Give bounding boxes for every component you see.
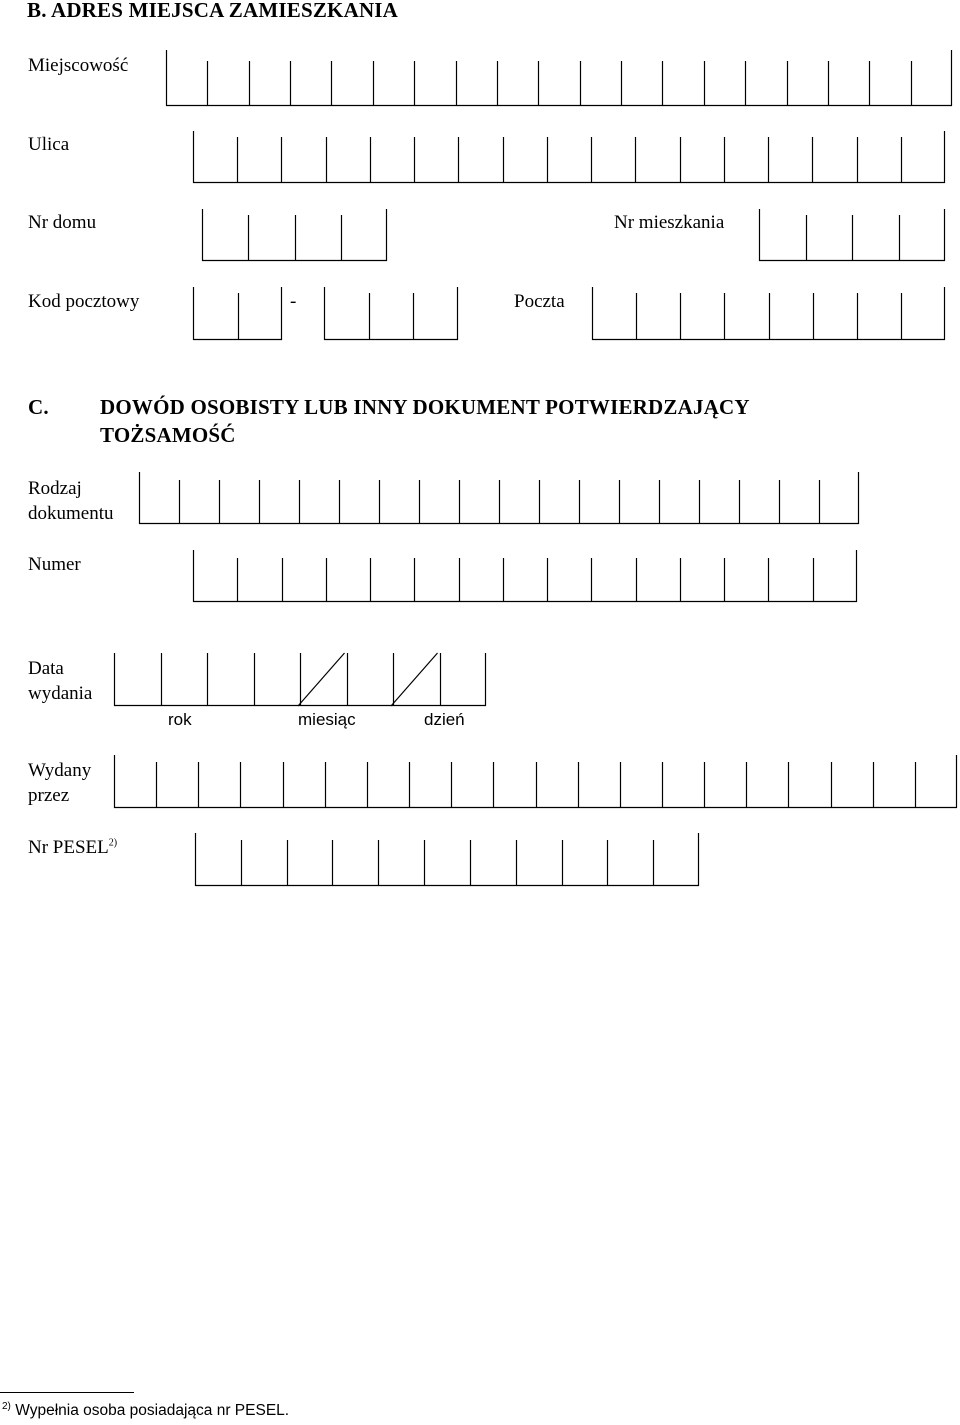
data-wydania-input[interactable] xyxy=(114,653,486,706)
section-c-letter: C. xyxy=(28,395,49,419)
label-rodzaj-dokumentu: Rodzaj dokumentu xyxy=(28,478,114,524)
char-boxes xyxy=(193,287,282,340)
pesel-footnote-ref: 2) xyxy=(108,837,118,849)
footnote-rule xyxy=(0,1392,134,1393)
ulica-input[interactable] xyxy=(193,131,945,183)
char-boxes xyxy=(114,755,957,808)
label-nr-domu: Nr domu xyxy=(28,212,97,233)
kod-pocztowy-part1-input[interactable] xyxy=(193,287,282,340)
char-boxes xyxy=(324,287,458,340)
footnote-marker: 2) xyxy=(2,1401,11,1412)
numer-input[interactable] xyxy=(193,550,857,602)
kod-pocztowy-part2-input[interactable] xyxy=(324,287,458,340)
label-rok: rok xyxy=(168,710,192,729)
section-c-title-line1: DOWÓD OSOBISTY LUB INNY DOKUMENT POTWIERDZAJĄCY xyxy=(100,395,750,419)
footnote-text: Wypełnia osoba posiadająca nr PESEL. xyxy=(15,1402,290,1420)
label-dzien: dzień xyxy=(424,710,465,729)
section-b-title: B. ADRES MIEJSCA ZAMIESZKANIA xyxy=(27,0,399,22)
char-boxes xyxy=(202,209,387,261)
nr-pesel-input[interactable] xyxy=(195,833,699,886)
label-nr-pesel xyxy=(28,838,117,857)
date-separator-slash xyxy=(298,653,345,706)
section-c-title-line2: TOŻSAMOŚĆ xyxy=(100,423,236,447)
rodzaj-dokumentu-input[interactable] xyxy=(139,472,859,524)
label-miesiac: miesiąc xyxy=(298,710,356,729)
char-boxes xyxy=(592,287,945,340)
nr-domu-input[interactable] xyxy=(202,209,387,261)
char-boxes xyxy=(759,209,945,261)
label-wydany-przez: Wydany przez xyxy=(28,760,92,806)
label-ulica: Ulica xyxy=(28,134,70,155)
char-boxes xyxy=(193,131,945,183)
label-data-wydania: Data wydania xyxy=(28,658,93,704)
char-boxes xyxy=(114,653,486,706)
label-miejscowosc: Miejscowość xyxy=(28,55,129,76)
footnote xyxy=(2,1402,289,1419)
date-separator-slash xyxy=(391,653,438,706)
postal-code-dash: - xyxy=(290,291,297,312)
char-boxes xyxy=(193,550,857,602)
char-boxes xyxy=(166,50,952,106)
nr-pesel-text: Nr PESEL xyxy=(28,837,109,858)
label-poczta: Poczta xyxy=(514,291,565,312)
label-kod-pocztowy: Kod pocztowy xyxy=(28,291,140,312)
char-boxes xyxy=(195,833,699,886)
miejscowosc-input[interactable] xyxy=(166,50,952,106)
label-nr-mieszkania: Nr mieszkania xyxy=(614,212,725,233)
poczta-input[interactable] xyxy=(592,287,945,340)
char-boxes xyxy=(139,472,859,524)
label-numer: Numer xyxy=(28,554,81,575)
nr-mieszkania-input[interactable] xyxy=(759,209,945,261)
wydany-przez-input[interactable] xyxy=(114,755,957,808)
